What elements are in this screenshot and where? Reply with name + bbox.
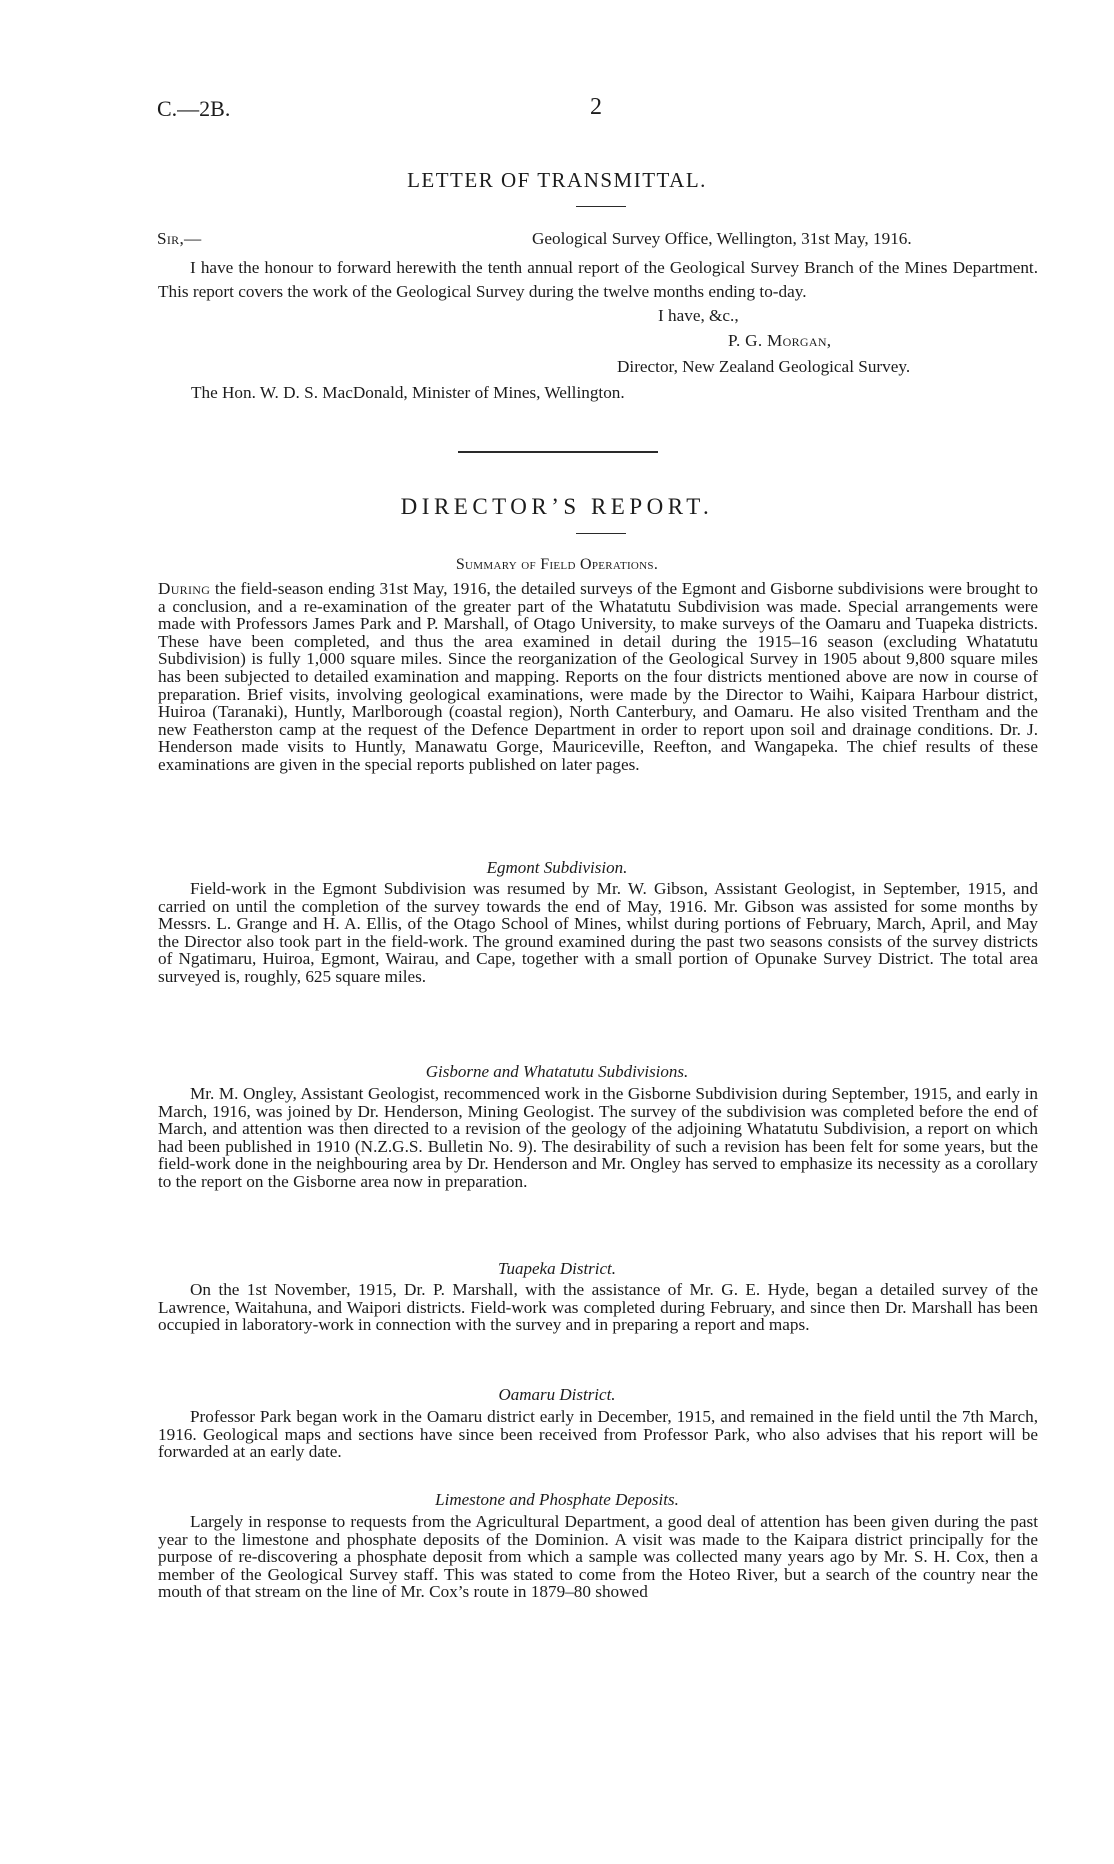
letter-salutation: Sir,—: [157, 229, 202, 248]
letter-body: I have the honour to forward herewith the tenth annual report of the Geological Survey Branch of the Mines Department. This report covers the work of the Geological Survey during the twelve months ending to-day.: [158, 258, 1038, 301]
report-title-rule: [576, 533, 626, 534]
page-ref: C.—2B.: [157, 96, 231, 121]
letter-title: LETTER OF TRANSMITTAL.: [407, 168, 707, 192]
section-heading: Limestone and Phosphate Deposits.: [435, 1490, 679, 1509]
letter-closing: I have, &c.,: [658, 306, 739, 325]
summary-lead: During: [158, 579, 211, 598]
letter-signature: P. G. Morgan,: [728, 331, 832, 350]
section-divider: [458, 451, 658, 453]
section-heading: Egmont Subdivision.: [486, 858, 628, 877]
section-text: Professor Park began work in the Oamaru district early in December, 1915, and remained in the field until the 7th March, 1916. Geological maps and sections have since been received from Professor Park, who also advises that his report will be forwarded at an early date.: [158, 1407, 1038, 1462]
summary-heading: Summary of Field Operations.: [455, 556, 659, 573]
section-text: Largely in response to requests from the Agricultural Department, a good deal of attention has been given during the past year to the limestone and phosphate deposits of the Dominion. A visit was made to the Kaipara district principally for the purpose of re-discovering a phosphate deposit from which a sample was collected many years ago by Mr. S. H. Cox, then a member of the Geological Survey staff. This was stated to come from the Hoteo River, but a search of the country near the mouth of that stream on the line of Mr. Cox’s route in 1879–80 showed: [158, 1512, 1038, 1602]
letter-signatory-title: Director, New Zealand Geological Survey.: [617, 357, 911, 376]
letter-addressee: The Hon. W. D. S. MacDonald, Minister of Mines, Wellington.: [191, 383, 625, 402]
page-number: 2: [590, 94, 602, 120]
report-title: DIRECTOR’S REPORT.: [400, 494, 714, 519]
letter-place-date: Geological Survey Office, Wellington, 31st May, 1916.: [532, 229, 912, 248]
section-heading: Oamaru District.: [498, 1385, 616, 1404]
summary-paragraph: [158, 580, 1038, 774]
section-heading: Tuapeka District.: [497, 1259, 617, 1278]
summary-text: the field-season ending 31st May, 1916, the detailed surveys of the Egmont and Gisborne subdivisions were brought to a conclusion, and a re-examination of the greater part of the Whatatutu Subdivision was made. Special arrangements were made with Professors James Park and P. Marshall, of Otago University, to make surveys of the Oamaru and Tuapeka districts. These have been completed, and thus the area examined in detail during the 1915–16 season (excluding Whatatutu Subdivision) is fully 1,000 square miles. Since the reorganization of the Geological Survey in 1905 about 9,800 square miles has been subjected to detailed examination and mapping. Reports on the four districts mentioned above are now in course of preparation. Brief visits, involving geological examinations, were made by the Director to Waihi, Kaipara Harbour district, Huiroa (Taranaki), Huntly, Marlborough (coastal region), North Canterbury, and Oamaru. He also visited Trentham and the new Featherston camp at the request of the Defence Department in order to report upon soil and drainage conditions. Dr. J. Henderson made visits to Huntly, Manawatu Gorge, Mauriceville, Reefton, and Wangapeka. The chief results of these examinations are given in the special reports published on later pages.: [158, 579, 1038, 774]
title-rule: [576, 206, 626, 207]
section-heading: Gisborne and Whatatutu Subdivisions.: [425, 1062, 689, 1081]
section-text: Mr. M. Ongley, Assistant Geologist, recommenced work in the Gisborne Subdivision during September, 1915, and early in March, 1916, was joined by Dr. Henderson, Mining Geologist. The survey of the subdivision was completed before the end of March, and attention was then directed to a revision of the geology of the adjoining Whatatutu Subdivision, a report on which had been published in 1910 (N.Z.G.S. Bulletin No. 9). The desirability of such a revision has been felt for some years, but the field-work done in the neighbouring area by Dr. Henderson and Mr. Ongley has served to emphasize its necessity as a corollary to the report on the Gisborne area now in preparation.: [158, 1084, 1038, 1191]
section-text: Field-work in the Egmont Subdivision was resumed by Mr. W. Gibson, Assistant Geologist, in September, 1915, and carried on until the completion of the survey towards the end of May, 1916. Mr. Gibson was assisted for some months by Messrs. L. Grange and H. A. Ellis, of the Otago School of Mines, whilst during portions of February, March, April, and May the Director also took part in the field-work. The ground examined during the past two seasons consists of the survey districts of Ngatimaru, Huiroa, Egmont, Wairau, and Cape, together with a small portion of Opunake Survey District. The total area surveyed is, roughly, 625 square miles.: [158, 879, 1038, 986]
section-text: On the 1st November, 1915, Dr. P. Marshall, with the assistance of Mr. G. E. Hyde, began a detailed survey of the Lawrence, Waitahuna, and Waipori districts. Field-work was completed during February, and since then Dr. Marshall has been occupied in laboratory-work in connection with the survey and in preparing a report and maps.: [158, 1280, 1038, 1335]
